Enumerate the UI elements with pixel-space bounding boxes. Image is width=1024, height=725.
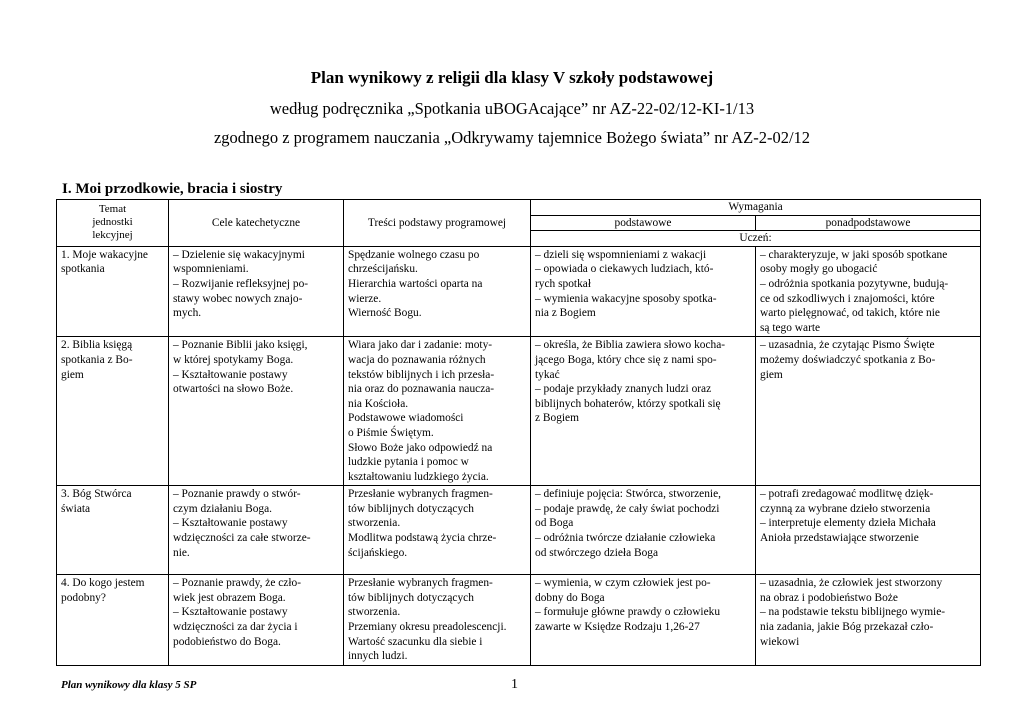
document-title: Plan wynikowy z religii dla klasy V szkoły podstawowej [310, 68, 714, 87]
row-content: Przesłanie wybranych fragmen- tów biblijnych dotyczących stworzenia. Przemiany okresu preadolescencji. Wartość szacunku dla siebie i innych ludzi. [344, 575, 531, 666]
page-number: 1 [511, 677, 518, 692]
row-topic: 2. Biblia księgą spotkania z Bo- giem [57, 337, 169, 486]
row-content: Spędzanie wolnego czasu po chrześcijańsku. Hierarchia wartości oparta na wierze. Wierność Bogu. [344, 246, 531, 337]
row-content: Wiara jako dar i zadanie: moty- wacja do poznawania różnych tekstów biblijnych i ich przesła- nia oraz do poznawania naucza- nia Kościoła. Podstawowe wiadomości o Piśmie Świętym. Słowo Boże jako odpowiedź na ludzkie pytania i pomoc w kształtowaniu ludzkiego życia. [344, 337, 531, 486]
row-goals: – Dzielenie się wakacyjnymi wspomnieniami. – Rozwijanie refleksyjnej po- stawy wobec nowych znajo- mych. [169, 246, 344, 337]
header-goals: Cele katechetyczne [169, 200, 344, 247]
header-advanced: ponadpodstawowe [756, 215, 981, 231]
header-row-1 [57, 200, 981, 216]
document-subtitle-program: zgodnego z programem nauczania „Odkrywamy tajemnice Bożego świata” nr AZ-2-02/12 [213, 128, 811, 147]
header-topic: Temat jednostki lekcyjnej [57, 200, 169, 247]
table-row [57, 337, 981, 486]
section-title: I. Moi przodkowie, bracia i siostry [62, 181, 283, 197]
row-basic-requirements: – określa, że Biblia zawiera słowo kocha- jącego Boga, który chce się z nami spo- tykać – podaje przykłady znanych ludzi oraz biblijnych bohaterów, którzy spotkali się z Bogiem [531, 337, 756, 486]
row-goals: – Poznanie prawdy, że czło- wiek jest obrazem Boga. – Kształtowanie postawy wdzięczności za dar życia i podobieństwo do Boga. [169, 575, 344, 666]
row-content: Przesłanie wybranych fragmen- tów biblijnych dotyczących stworzenia. Modlitwa podstawą życia chrze- ścijańskiego. [344, 486, 531, 575]
header-student: Uczeń: [531, 231, 981, 247]
table-row [57, 246, 981, 337]
header-basic: podstawowe [531, 215, 756, 231]
footer-document-name: Plan wynikowy dla klasy 5 SP [61, 679, 197, 691]
table-row [57, 486, 981, 575]
table-row [57, 575, 981, 666]
plan-table [56, 199, 981, 666]
row-goals: – Poznanie prawdy o stwór- czym działaniu Boga. – Kształtowanie postawy wdzięczności za całe stworze- nie. [169, 486, 344, 575]
row-goals: – Poznanie Biblii jako księgi, w której spotykamy Boga. – Kształtowanie postawy otwartości na słowo Boże. [169, 337, 344, 486]
document-subtitle-textbook: według podręcznika „Spotkania uBOGAcające” nr AZ-22-02/12-KI-1/13 [269, 99, 755, 118]
row-topic: 4. Do kogo jestem podobny? [57, 575, 169, 666]
header-content: Treści podstawy programowej [344, 200, 531, 247]
row-topic: 3. Bóg Stwórca świata [57, 486, 169, 575]
row-advanced-requirements: – charakteryzuje, w jaki sposób spotkane osoby mogły go ubogacić – odróżnia spotkania pozytywne, budują- ce od szkodliwych i znajomości, które warto pielęgnować, od takich, które nie są tego warte [756, 246, 981, 337]
row-topic: 1. Moje wakacyjne spotkania [57, 246, 169, 337]
row-advanced-requirements: – uzasadnia, że człowiek jest stworzony na obraz i podobieństwo Boże – na podstawie tekstu biblijnego wymie- nia zadania, jakie Bóg przekazał czło- wiekowi [756, 575, 981, 666]
row-basic-requirements: – dzieli się wspomnieniami z wakacji – opowiada o ciekawych ludziach, któ- rych spotkał – wymienia wakacyjne sposoby spotka- nia z Bogiem [531, 246, 756, 337]
header-requirements: Wymagania [531, 200, 981, 216]
row-advanced-requirements: – uzasadnia, że czytając Pismo Święte możemy doświadczyć spotkania z Bo- giem [756, 337, 981, 486]
row-basic-requirements: – definiuje pojęcia: Stwórca, stworzenie, – podaje prawdę, że cały świat pochodzi od Boga – odróżnia twórcze działanie człowieka od stwórczego dzieła Boga [531, 486, 756, 575]
row-basic-requirements: – wymienia, w czym człowiek jest po- dobny do Boga – formułuje główne prawdy o człowieku zawarte w Księdze Rodzaju 1,26-27 [531, 575, 756, 666]
row-advanced-requirements: – potrafi zredagować modlitwę dzięk- czynną za wybrane dzieło stworzenia – interpretuje elementy dzieła Michała Anioła przedstawiające stworzenie [756, 486, 981, 575]
